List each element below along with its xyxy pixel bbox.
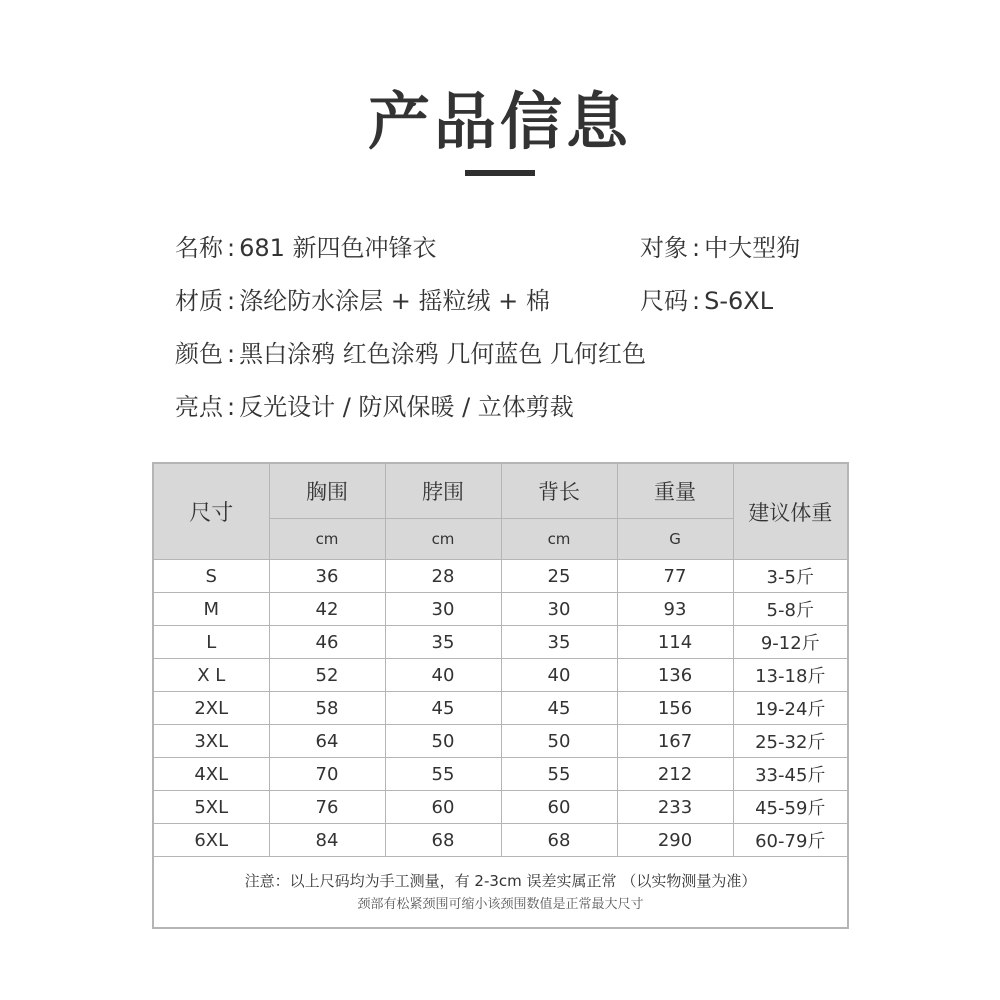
- info-target-label: 对象: [640, 234, 688, 262]
- info-color-value: 黑白涂鸦 红色涂鸦 几何蓝色 几何红色: [239, 340, 646, 368]
- info-color: [175, 338, 646, 370]
- cell-neck: 40: [385, 659, 501, 692]
- cell-size: 6XL: [153, 824, 269, 857]
- cell-chest: 42: [269, 593, 385, 626]
- page-title: 产品信息: [367, 85, 632, 158]
- header-size: 尺寸: [153, 463, 269, 560]
- unit-chest: cm: [269, 519, 385, 560]
- info-color-label: 颜色: [175, 340, 223, 368]
- cell-recommended: 33-45斤: [733, 758, 848, 791]
- cell-weight: 290: [617, 824, 733, 857]
- info-name-separator: :: [227, 234, 236, 262]
- table-row: [153, 659, 848, 692]
- info-highlight: [175, 391, 574, 423]
- cell-neck: 68: [385, 824, 501, 857]
- cell-chest: 76: [269, 791, 385, 824]
- table-row: [153, 758, 848, 791]
- title-underline: [465, 170, 535, 176]
- info-color-separator: :: [227, 340, 236, 368]
- cell-weight: 212: [617, 758, 733, 791]
- cell-size: 5XL: [153, 791, 269, 824]
- cell-back: 50: [501, 725, 617, 758]
- cell-back: 68: [501, 824, 617, 857]
- cell-neck: 60: [385, 791, 501, 824]
- header-back: 背长: [501, 463, 617, 519]
- cell-back: 45: [501, 692, 617, 725]
- info-target-value: 中大型狗: [704, 234, 801, 262]
- cell-neck: 35: [385, 626, 501, 659]
- cell-chest: 36: [269, 560, 385, 593]
- header-neck: 脖围: [385, 463, 501, 519]
- cell-weight: 114: [617, 626, 733, 659]
- unit-weight: G: [617, 519, 733, 560]
- cell-chest: 58: [269, 692, 385, 725]
- cell-size: X L: [153, 659, 269, 692]
- cell-weight: 167: [617, 725, 733, 758]
- info-size-value: S-6XL: [704, 287, 774, 315]
- table-row: [153, 791, 848, 824]
- cell-back: 60: [501, 791, 617, 824]
- info-material-label: 材质: [175, 287, 223, 315]
- cell-weight: 77: [617, 560, 733, 593]
- cell-neck: 45: [385, 692, 501, 725]
- header-weight: 重量: [617, 463, 733, 519]
- info-size: [640, 285, 773, 317]
- info-highlight-label: 亮点: [175, 393, 223, 421]
- cell-neck: 50: [385, 725, 501, 758]
- cell-size: 3XL: [153, 725, 269, 758]
- cell-weight: 136: [617, 659, 733, 692]
- info-name: [175, 232, 437, 264]
- cell-size: 2XL: [153, 692, 269, 725]
- cell-size: 4XL: [153, 758, 269, 791]
- note-measurement: 注意：以上尺码均为手工测量，有 2-3cm 误差实属正常 （以实物测量为准）: [244, 872, 757, 890]
- cell-back: 30: [501, 593, 617, 626]
- cell-weight: 93: [617, 593, 733, 626]
- cell-recommended: 25-32斤: [733, 725, 848, 758]
- cell-chest: 52: [269, 659, 385, 692]
- cell-chest: 84: [269, 824, 385, 857]
- cell-neck: 28: [385, 560, 501, 593]
- info-size-label: 尺码: [640, 287, 688, 315]
- info-material-value: 涤纶防水涂层 + 摇粒绒 + 棉: [239, 287, 550, 315]
- table-note-row: [153, 857, 848, 929]
- header-recommended-weight: 建议体重: [733, 463, 848, 560]
- cell-neck: 30: [385, 593, 501, 626]
- info-material-separator: :: [227, 287, 236, 315]
- info-name-label: 名称: [175, 234, 223, 262]
- cell-recommended: 45-59斤: [733, 791, 848, 824]
- cell-recommended: 9-12斤: [733, 626, 848, 659]
- cell-recommended: 5-8斤: [733, 593, 848, 626]
- info-size-separator: :: [692, 287, 701, 315]
- cell-recommended: 13-18斤: [733, 659, 848, 692]
- cell-neck: 55: [385, 758, 501, 791]
- info-highlight-separator: :: [227, 393, 236, 421]
- size-table: [152, 462, 849, 929]
- table-note: [153, 857, 848, 929]
- table-row: [153, 593, 848, 626]
- cell-chest: 46: [269, 626, 385, 659]
- table-row: [153, 824, 848, 857]
- cell-chest: 70: [269, 758, 385, 791]
- table-row: [153, 560, 848, 593]
- cell-back: 55: [501, 758, 617, 791]
- unit-back: cm: [501, 519, 617, 560]
- info-highlight-value: 反光设计 / 防风保暖 / 立体剪裁: [239, 393, 574, 421]
- cell-size: S: [153, 560, 269, 593]
- info-material: [175, 285, 550, 317]
- cell-back: 40: [501, 659, 617, 692]
- info-name-value: 681 新四色冲锋衣: [239, 234, 437, 262]
- cell-weight: 233: [617, 791, 733, 824]
- cell-back: 25: [501, 560, 617, 593]
- cell-size: L: [153, 626, 269, 659]
- info-target: [640, 232, 800, 264]
- cell-recommended: 60-79斤: [733, 824, 848, 857]
- cell-recommended: 19-24斤: [733, 692, 848, 725]
- table-row: [153, 626, 848, 659]
- table-row: [153, 692, 848, 725]
- header-chest: 胸围: [269, 463, 385, 519]
- cell-chest: 64: [269, 725, 385, 758]
- unit-neck: cm: [385, 519, 501, 560]
- note-neck: 颈部有松紧颈围可缩小该颈围数值是正常最大尺寸: [357, 897, 644, 912]
- table-row: [153, 725, 848, 758]
- info-target-separator: :: [692, 234, 701, 262]
- cell-size: M: [153, 593, 269, 626]
- cell-weight: 156: [617, 692, 733, 725]
- cell-back: 35: [501, 626, 617, 659]
- cell-recommended: 3-5斤: [733, 560, 848, 593]
